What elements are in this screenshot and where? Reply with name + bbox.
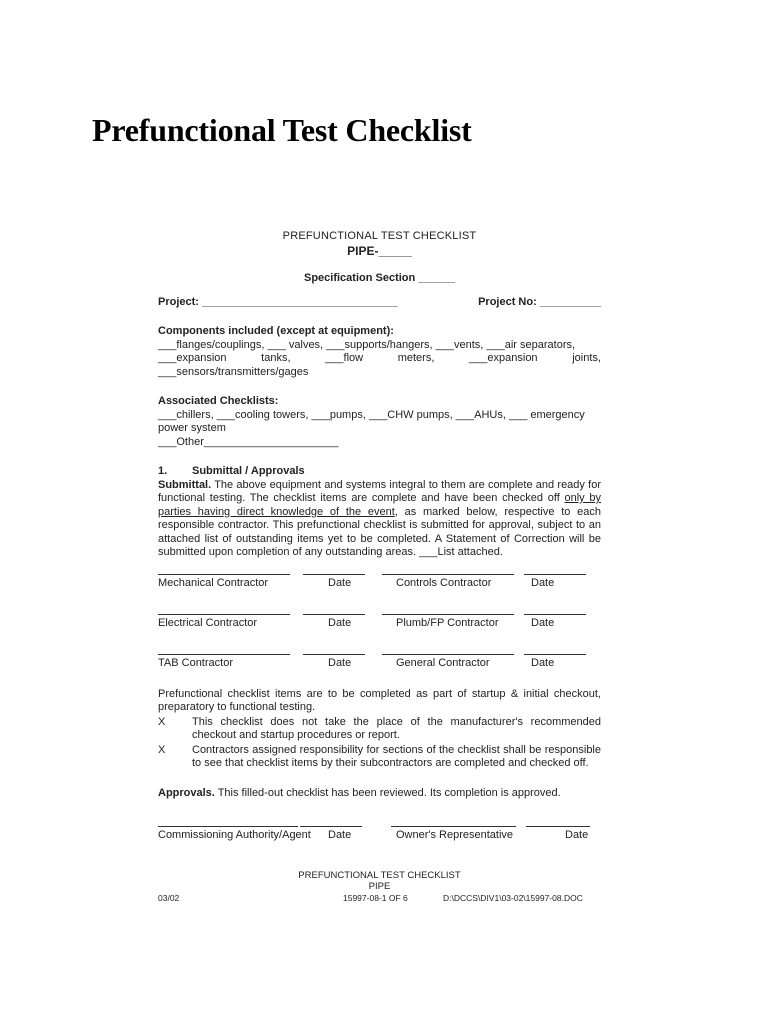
submittal-text-end: , as marked below, respective to each responsible contractor. This prefunctional checklist is submitted for approval, subject to an attached list of outstanding items yet to be completed. A Statement of Correction will be submitted upon completion of any outstanding areas. ___List attached. — [158, 505, 601, 558]
component-word: ___expansion — [158, 352, 227, 364]
date-line[interactable] — [526, 826, 590, 827]
date-line[interactable] — [303, 654, 365, 655]
components-heading: Components included (except at equipment): — [158, 325, 394, 337]
components-section — [158, 325, 601, 379]
component-word: joints, — [572, 352, 601, 364]
submittal-paragraph — [158, 479, 601, 560]
section-number: 1. — [158, 465, 168, 477]
approvals-paragraph — [158, 787, 601, 801]
page-title: Prefunctional Test Checklist — [92, 112, 472, 148]
signature-line[interactable] — [158, 654, 290, 655]
associated-line-3: ___Other______________________ — [158, 435, 339, 448]
signature-line[interactable] — [158, 574, 290, 575]
signature-label: Mechanical Contractor — [158, 576, 269, 589]
signature-table — [158, 574, 601, 694]
date-label: Date — [328, 829, 352, 841]
submittal-text: The above equipment and systems integral to them are complete and ready for functional testing. The checklist items are complete and have been checked off — [158, 478, 601, 504]
footer-date: 03/02 — [158, 893, 180, 903]
project-row — [158, 296, 601, 310]
bullet-item — [158, 716, 601, 743]
date-line[interactable] — [303, 614, 365, 615]
bullet-text: Contractors assigned responsibility for sections of the checklist shall be responsible to see that checklist items by their subcontractors are completed and checked off. — [192, 743, 601, 769]
bullet-text: This checklist does not take the place of the manufacturer's recommended checkout and startup procedures or report. — [192, 715, 601, 741]
footer-path: D:\DCCS\DIV1\03-02\15997-08.DOC — [443, 893, 583, 903]
date-label: Date — [328, 576, 352, 589]
signature-row — [158, 574, 601, 614]
page-footer — [158, 870, 601, 904]
bullet-mark: X — [158, 715, 166, 728]
associated-line-1: ___chillers, ___cooling towers, ___pumps, ___CHW pumps, ___AHUs, ___ emergency — [158, 408, 585, 421]
signature-row — [158, 826, 601, 866]
associated-heading: Associated Checklists: — [158, 395, 279, 407]
approvals-label: Approvals. — [158, 786, 215, 799]
date-line[interactable] — [524, 614, 586, 615]
components-line-2 — [158, 352, 601, 366]
signature-line[interactable] — [382, 654, 514, 655]
checklist-document — [158, 230, 601, 866]
component-word: ___flow — [325, 352, 364, 364]
submittal-label: Submittal. — [158, 478, 212, 491]
signature-label: Commissioning Authority/Agent — [158, 829, 311, 841]
component-word: tanks, — [261, 352, 291, 364]
signature-label: Plumb/FP Contractor — [396, 616, 499, 629]
associated-line-2: power system — [158, 422, 226, 434]
prefunctional-note: Prefunctional checklist items are to be completed as part of startup & initial checkout, preparatory to functional testing. — [158, 687, 601, 713]
date-line[interactable] — [524, 574, 586, 575]
submittal-underlined: only by parties having direct knowledge of the event — [158, 492, 602, 518]
associated-section — [158, 395, 601, 449]
doc-header: PREFUNCTIONAL TEST CHECKLIST — [282, 230, 477, 242]
signature-label: Electrical Contractor — [158, 616, 258, 629]
signature-row — [158, 614, 601, 654]
signature-line[interactable] — [391, 826, 516, 827]
components-line-1: ___flanges/couplings, ___ valves, ___supports/hangers, ___vents, ___air separators, — [158, 338, 576, 351]
signature-label: Controls Contractor — [396, 576, 492, 589]
date-line[interactable] — [303, 574, 365, 575]
bullet-item — [158, 744, 601, 771]
final-signature-table — [158, 826, 601, 866]
signature-line[interactable] — [158, 826, 298, 827]
date-line[interactable] — [524, 654, 586, 655]
bullet-mark: X — [158, 743, 166, 756]
spec-section: Specification Section ______ — [303, 272, 455, 284]
footer-title: PREFUNCTIONAL TEST CHECKLIST — [298, 870, 461, 881]
footer-meta — [158, 893, 601, 904]
components-line-3: ___sensors/transmitters/gages — [158, 365, 309, 378]
component-word: ___expansion — [469, 352, 538, 364]
date-label: Date — [328, 656, 352, 669]
signature-line[interactable] — [382, 614, 514, 615]
signature-row — [158, 654, 601, 694]
project-no-label: Project No: __________ — [478, 295, 601, 308]
date-line[interactable] — [300, 826, 362, 827]
signature-line[interactable] — [382, 574, 514, 575]
date-label: Date — [531, 656, 555, 669]
approvals-text: This filled-out checklist has been reviewed. Its completion is approved. — [214, 786, 561, 799]
date-label: Date — [565, 829, 589, 841]
doc-subheader: PIPE-_____ — [347, 243, 412, 258]
signature-label: Owner's Representative — [396, 829, 514, 841]
section-title: Submittal / Approvals — [192, 465, 305, 477]
signature-label: General Contractor — [396, 656, 490, 669]
section-1-heading — [158, 465, 601, 479]
signature-line[interactable] — [158, 614, 290, 615]
section-1 — [158, 465, 601, 560]
footer-subtitle: PIPE — [368, 881, 391, 892]
project-label: Project: ________________________________ — [158, 295, 398, 308]
date-label: Date — [328, 616, 352, 629]
footer-page: 15997-08-1 OF 6 — [343, 893, 408, 903]
component-word: meters, — [397, 352, 435, 364]
signature-label: TAB Contractor — [158, 656, 233, 669]
date-label: Date — [531, 616, 555, 629]
date-label: Date — [531, 576, 555, 589]
